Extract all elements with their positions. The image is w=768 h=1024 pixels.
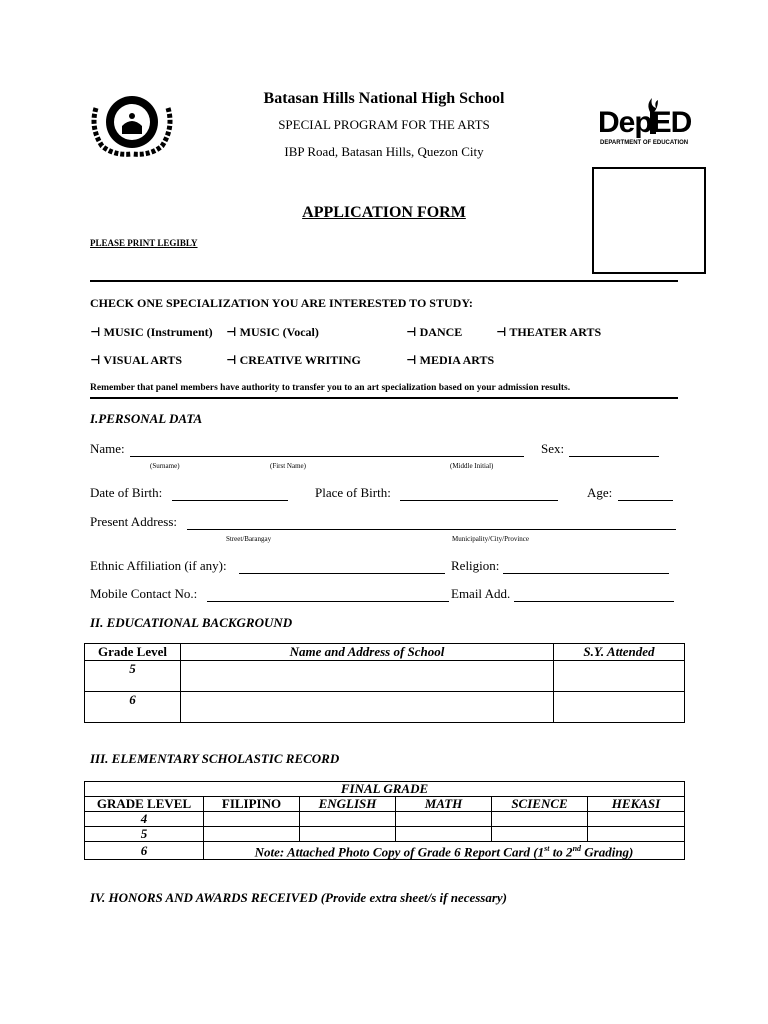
sex-field[interactable] — [569, 456, 659, 457]
sy-cell[interactable] — [554, 692, 685, 723]
checkbox-icon: ⊣ — [90, 325, 104, 339]
school-cell[interactable] — [181, 692, 554, 723]
option-theater-arts[interactable]: ⊣ THEATER ARTS — [496, 325, 602, 339]
option-visual-arts[interactable]: ⊣ VISUAL ARTS — [90, 353, 183, 367]
grade-input-cell[interactable] — [588, 827, 685, 842]
surname-hint: (Surname) — [150, 462, 180, 470]
grade-cell: 5 — [85, 827, 204, 842]
dob-field[interactable] — [172, 500, 288, 501]
option-media-arts[interactable]: ⊣ MEDIA ARTS — [406, 353, 495, 367]
print-note: PLEASE PRINT LEGIBLY — [90, 238, 198, 248]
email-label: Email Add. — [451, 586, 511, 601]
specialization-heading: CHECK ONE SPECIALIZATION YOU ARE INTERESTED TO STUDY: — [90, 296, 473, 310]
form-title: APPLICATION FORM — [302, 204, 466, 221]
address-field[interactable] — [187, 529, 676, 530]
grade-cell: 6 — [85, 692, 181, 723]
col-filipino: FILIPINO — [204, 797, 300, 812]
first-name-hint: (First Name) — [270, 462, 306, 470]
grade-input-cell[interactable] — [396, 812, 492, 827]
name-label: Name: — [90, 441, 125, 456]
final-grade-header: FINAL GRADE — [85, 782, 685, 797]
grade-input-cell[interactable] — [204, 827, 300, 842]
school-address: IBP Road, Batasan Hills, Quezon City — [284, 144, 484, 159]
report-card-note: Note: Attached Photo Copy of Grade 6 Report Card (1st to 2nd Grading) — [204, 842, 685, 860]
name-field[interactable] — [130, 456, 524, 457]
col-hekasi: HEKASI — [588, 797, 685, 812]
deped-subtitle: DEPARTMENT OF EDUCATION — [600, 140, 689, 146]
checkbox-icon: ⊣ — [406, 325, 420, 339]
dob-label: Date of Birth: — [90, 485, 163, 500]
street-hint: Street/Barangay — [226, 535, 272, 543]
col-science: SCIENCE — [492, 797, 588, 812]
grade-cell: 4 — [85, 812, 204, 827]
checkbox-icon: ⊣ — [90, 353, 104, 367]
religion-field[interactable] — [503, 573, 669, 574]
col-grade-level: Grade Level — [85, 644, 181, 661]
religion-label: Religion: — [451, 558, 500, 573]
mobile-label: Mobile Contact No.: — [90, 586, 198, 601]
deped-logo — [598, 98, 708, 150]
age-field[interactable] — [618, 500, 673, 501]
grade-input-cell[interactable] — [492, 812, 588, 827]
honors-heading: IV. HONORS AND AWARDS RECEIVED (Provide extra sheet/s if necessary) — [90, 890, 508, 905]
school-name: Batasan Hills National High School — [263, 90, 505, 107]
table-row — [85, 827, 685, 842]
grade-input-cell[interactable] — [396, 827, 492, 842]
email-field[interactable] — [514, 601, 674, 602]
col-english: ENGLISH — [300, 797, 396, 812]
age-label: Age: — [587, 485, 613, 500]
grade-input-cell[interactable] — [300, 812, 396, 827]
grade-cell: 6 — [85, 842, 204, 860]
sy-cell[interactable] — [554, 661, 685, 692]
option-music-instrument[interactable]: ⊣ MUSIC (Instrument) — [90, 325, 213, 339]
grade-input-cell[interactable] — [204, 812, 300, 827]
pob-field[interactable] — [400, 500, 558, 501]
checkbox-icon: ⊣ — [226, 353, 240, 367]
table-row — [85, 661, 685, 692]
photo-box[interactable] — [592, 167, 706, 274]
option-creative-writing[interactable]: ⊣ CREATIVE WRITING — [226, 353, 361, 367]
col-math: MATH — [396, 797, 492, 812]
grade-input-cell[interactable] — [300, 827, 396, 842]
grade-input-cell[interactable] — [588, 812, 685, 827]
sex-label: Sex: — [541, 441, 565, 456]
col-grade-level: GRADE LEVEL — [85, 797, 204, 812]
scholastic-heading: III. ELEMENTARY SCHOLASTIC RECORD — [90, 751, 340, 766]
ethnic-label: Ethnic Affiliation (if any): — [90, 558, 227, 573]
divider — [90, 397, 678, 399]
program-name: SPECIAL PROGRAM FOR THE ARTS — [278, 117, 490, 132]
middle-initial-hint: (Middle Initial) — [450, 462, 494, 470]
table-row — [85, 842, 685, 860]
personal-heading: I.PERSONAL DATA — [90, 411, 203, 426]
school-seal — [88, 88, 176, 160]
reminder-note: Remember that panel members have authority to transfer you to an art specialization based on your admission results. — [90, 383, 571, 393]
address-label: Present Address: — [90, 514, 178, 529]
mobile-field[interactable] — [207, 601, 449, 602]
option-dance[interactable]: ⊣ DANCE — [406, 325, 463, 339]
ethnic-field[interactable] — [239, 573, 445, 574]
education-heading: II. EDUCATIONAL BACKGROUND — [90, 615, 293, 630]
school-cell[interactable] — [181, 661, 554, 692]
col-school: Name and Address of School — [181, 644, 554, 661]
checkbox-icon: ⊣ — [406, 353, 420, 367]
option-music-vocal[interactable]: ⊣ MUSIC (Vocal) — [226, 325, 319, 339]
deped-logo-text: DepED — [598, 106, 692, 139]
municipality-hint: Municipality/City/Province — [452, 535, 529, 543]
education-table — [84, 643, 685, 723]
table-row — [85, 692, 685, 723]
pob-label: Place of Birth: — [315, 485, 391, 500]
checkbox-icon: ⊣ — [226, 325, 240, 339]
checkbox-icon: ⊣ — [496, 325, 510, 339]
scholastic-table — [84, 781, 685, 860]
grade-cell: 5 — [85, 661, 181, 692]
divider — [90, 280, 678, 282]
col-sy: S.Y. Attended — [554, 644, 685, 661]
table-row — [85, 812, 685, 827]
grade-input-cell[interactable] — [492, 827, 588, 842]
